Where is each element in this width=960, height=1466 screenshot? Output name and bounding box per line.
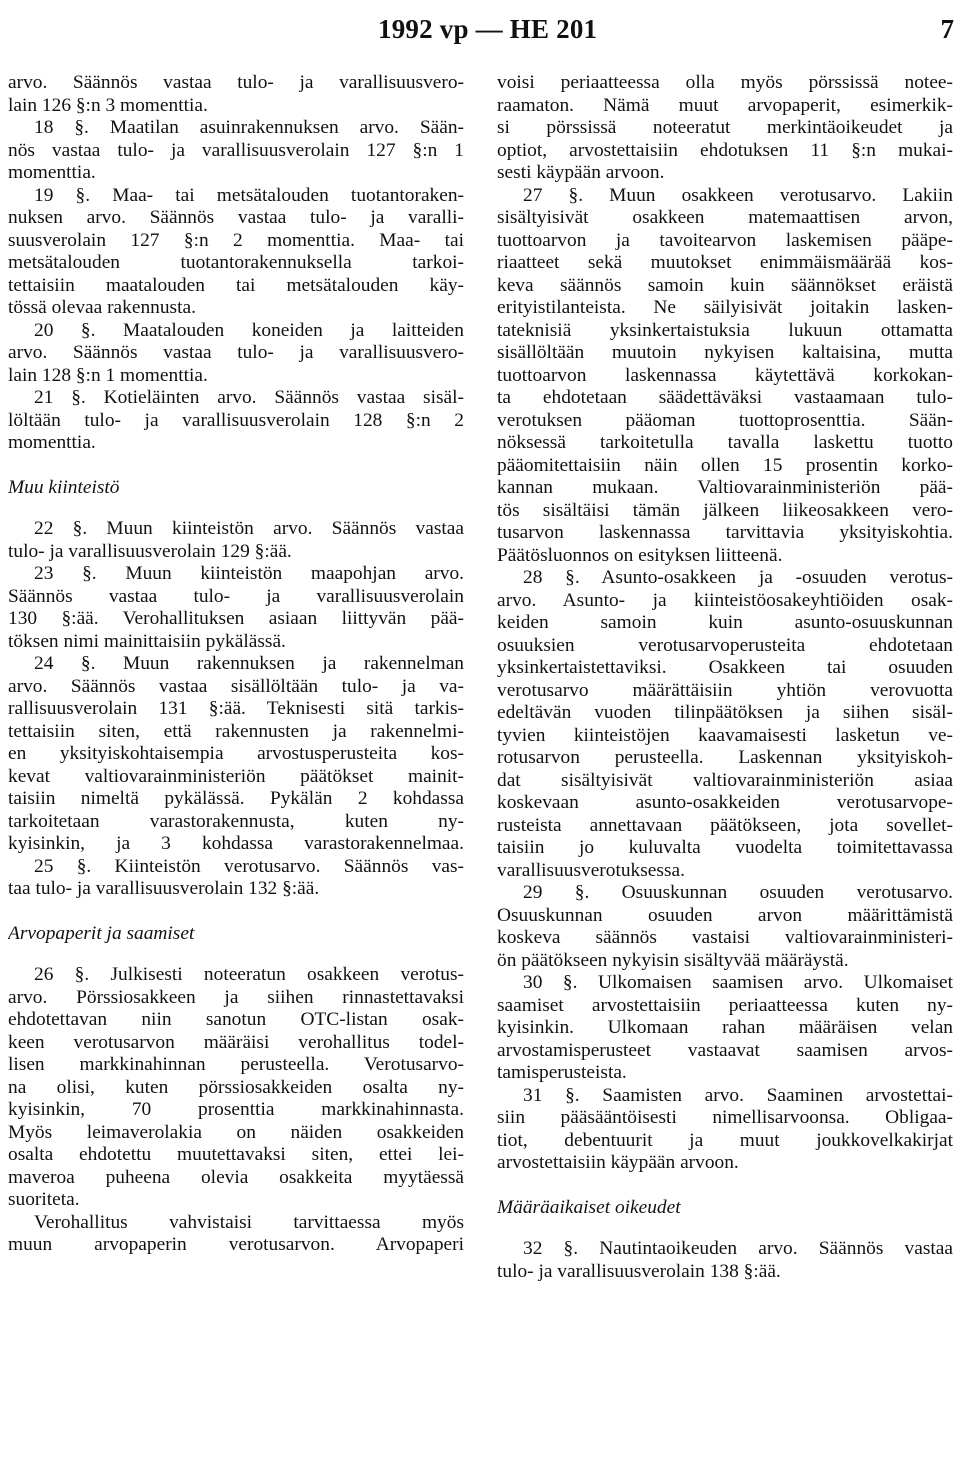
text-line: tettaisiin maatalouden tai metsätalouden käy- [8,274,464,296]
text-line: Verohallitus vahvistaisi tarvittaessa myös [34,1211,464,1233]
text-line: Myös leimaverolakia on näiden osakkeiden [8,1121,464,1143]
text-line: 25 §. Kiinteistön verotusarvo. Säännös vas- [34,855,464,877]
text-line: Päätösluonnos on esityksen liitteenä. [497,544,783,566]
text-line: 23 §. Muun kiinteistön maapohjan arvo. [34,563,464,584]
text-line: nuksen arvo. Säännös vastaa tulo- ja varalli- [8,207,464,228]
text-line: sesti käypään arvoon. [497,162,665,183]
text-line: lain 126 §:n 3 momenttia. [8,94,208,116]
text-line: verotuksen pääoman tuottoprosenttia. Sään- [497,409,953,431]
document-reference: 1992 vp — HE 201 [378,14,598,44]
text-line: edeltävän vuoden tilinpäätöksen ja siihen sisäl- [497,702,953,723]
text-line: tusarvon laskennassa tarvittavia yksityiskohtia. [497,522,953,543]
text-line: yksinkertaistettaviksi. Osakkeen tai osuuden [497,657,953,678]
text-line: keva säännös samoin kuin säännökset eräistä [497,274,953,296]
text-line: ta ehdotetaan säädettäväksi vastaamaan tulo- [497,387,953,408]
text-line: kyisinkin, 70 prosenttia markkinahinnasta. [8,1099,464,1120]
text-line: si pörssissä noteeratut merkintäoikeudet ja [497,117,953,138]
page-header [0,14,960,54]
text-line: arvo. Säännös vastaa sisällöltään tulo- ja va- [8,675,464,697]
text-line: rotusarvon perusteella. Laskennan yksityiskoh- [497,747,953,768]
text-line: tulo- ja varallisuusverolain 138 §:ää. [497,1260,781,1282]
text-line: verotusarvo määrättäisiin yhtiön verovuotta [497,679,953,701]
text-line: töksen nimi mainittaisiin pykälässä. [8,630,286,652]
text-line: 32 §. Nautintaoikeuden arvo. Säännös vastaa [523,1238,953,1259]
text-line: kevat valtiovarainministeriön päätökset mainit- [8,765,464,787]
text-line: 26 §. Julkisesti noteeratun osakkeen verotus- [34,964,464,985]
text-line: koskeva säännös vastaisi valtiovarainministeri- [497,927,953,948]
text-line: Säännös vastaa tulo- ja varallisuusverolain [8,585,464,607]
text-line: maveroa puheena olevia osakkeita myytäessä [8,1166,464,1188]
section-spacer [8,945,464,964]
text-line: ehdotettavan niin sanotun OTC-listan osak- [8,1009,464,1030]
text-line: sisältyisivät osakkeen matemaattisen arvon, [497,207,953,228]
text-line: muun arvopaperin verotusarvon. Arvopaperi [8,1234,464,1255]
text-line: ön päätökseen nykyisin sisältyvää määräystä. [497,949,849,971]
text-line: koskevaan asunto-osakkeiden verotusarvope- [497,792,953,813]
text-line: osuuksien verotusarvoperusteita ehdotetaan [497,634,953,656]
text-line: tateknisiä yksinkertaistuksia lukuun ottamatta [497,319,953,341]
text-line: en yksityiskohtaisempia arvostusperusteita kos- [8,743,464,764]
right-column [497,72,953,1283]
text-line: metsätalouden tuotantorakennuksella tarkoi- [8,252,464,273]
text-line: riaatteet sekä muutokset enimmäismäärää kos- [497,252,953,273]
text-line: saamiset arvostettaisiin periaatteessa kuten ny- [497,994,953,1016]
text-line: arvostamisperusteet vastaavat saamisen arvos- [497,1039,953,1061]
text-line: arvostettaisiin käypään arvoon. [497,1152,739,1173]
section-spacer [8,499,464,518]
text-line: momenttia. [8,432,96,453]
text-line: tulo- ja varallisuusverolain 129 §:ää. [8,540,292,562]
text-line: 18 §. Maatilan asuinrakennuksen arvo. Sään- [34,117,464,138]
text-line: rallisuusverolain 131 §:ää. Teknisesti sitä tarkis- [8,698,464,719]
text-line: keiden samoin kuin asunto-osuuskunnan [497,612,953,633]
text-line: tuottoarvon laskennassa käytettävä korkokan- [497,364,953,386]
text-line: optiot, arvostettaisiin ehdotuksen 11 §:n mukai- [497,139,953,161]
text-line: arvo. Asunto- ja kiinteistöosakeyhtiöiden osak- [497,589,953,611]
text-line: keen verotusarvon määräisi verohallitus todel- [8,1031,464,1053]
text-line: löltään tulo- ja varallisuusverolain 128 §:n 2 [8,409,464,431]
text-line: varallisuusverotuksessa. [497,859,685,881]
section-spacer [497,1219,953,1238]
text-line: tamisperusteista. [497,1062,627,1083]
text-line: 30 §. Ulkomaisen saamisen arvo. Ulkomaiset [523,972,953,993]
text-line: taa tulo- ja varallisuusverolain 132 §:ää. [8,878,320,899]
text-line: voisi periaatteessa olla myös pörssissä notee- [497,72,953,93]
text-line: kannan mukaan. Valtiovarainministeriön pää- [497,477,953,498]
text-line: 19 §. Maa- tai metsätalouden tuotantoraken- [34,184,464,206]
text-line: arvo. Säännös vastaa tulo- ja varallisuusvero- [8,72,464,93]
text-line: momenttia. [8,162,96,183]
text-line: lisen markkinahinnan perusteella. Verotusarvo- [8,1054,464,1075]
text-line: suoriteta. [8,1189,80,1210]
text-line: kyisinkin, ja 3 kohdassa varastorakennelmaa. [8,833,464,854]
text-line: tössä olevaa rakennusta. [8,297,196,318]
text-line: kyisinkin. Ulkomaan rahan määräisen velan [497,1017,953,1038]
text-line: tös sisältäisi tämän jälkeen liikeosakkeen vero- [497,499,953,521]
text-line: tyvien kiinteistöjen kaavamaisesti lasketun ve- [497,724,953,746]
text-line: osalta ehdotettu muutettavaksi siten, ettei lei- [8,1144,464,1165]
section-spacer [497,1175,953,1197]
text-line: taisiin nimeltä pykälässä. Pykälän 2 kohdassa [8,788,464,809]
text-line: arvo. Pörssiosakkeen ja siihen rinnastettavaksi [8,986,464,1008]
text-line: pääomitettaisiin näin ollen 15 prosentin korko- [497,454,953,476]
text-line: 130 §:ää. Verohallituksen asiaan liittyvän pää- [8,608,464,629]
text-line: rusteista annettavaan päätökseen, jota sovellet- [497,814,953,836]
text-line: siin pääsääntöisesti nimellisarvoonsa. Obligaa- [497,1107,953,1128]
text-line: Osuuskunnan osuuden arvon määrittämistä [497,904,953,926]
text-line: sisällöltään muutoin nykyisen kaltaisina, mutta [497,342,953,363]
text-line: tettaisiin siten, että rakennusten ja rakennelmi- [8,720,464,742]
section-heading: Muu kiinteistö [8,476,120,498]
text-line: 29 §. Osuuskunnan osuuden verotusarvo. [523,882,953,903]
section-heading: Arvopaperit ja saamiset [8,922,195,944]
text-line: suusverolain 127 §:n 2 momenttia. Maa- tai [8,229,464,251]
text-line: raamaton. Nämä muut arvopaperit, esimerkik- [497,94,953,116]
section-spacer [8,901,464,923]
text-line: 22 §. Muun kiinteistön arvo. Säännös vastaa [34,518,464,539]
left-column [8,72,464,1257]
text-line: lain 128 §:n 1 momenttia. [8,364,208,386]
text-line: taisiin jo kuluvalta vuodelta toimitettavassa [497,837,953,858]
page-number: 7 [940,14,954,44]
text-line: 27 §. Muun osakkeen verotusarvo. Lakiin [523,184,953,206]
text-line: dat sisältyisivät valtiovarainministeriön asiaa [497,769,953,791]
text-line: 21 §. Kotieläinten arvo. Säännös vastaa sisäl- [34,387,464,408]
text-line: tarkoitetaan varastorakennusta, kuten ny- [8,810,464,832]
text-line: arvo. Säännös vastaa tulo- ja varallisuusvero- [8,342,464,363]
text-line: 28 §. Asunto-osakkeen ja -osuuden verotus- [523,567,953,588]
text-line: na olisi, kuten pörssiosakkeiden osalta ny- [8,1076,464,1098]
text-line: tuottoarvon ja tavoitearvon laskemisen pääpe- [497,229,953,251]
text-line: nöksessä tarkoitetulla tavalla laskettu tuotto [497,432,953,453]
text-line: 31 §. Saamisten arvo. Saaminen arvostettai- [523,1084,953,1106]
text-line: tiot, debentuurit ja muut joukkovelkakirjat [497,1129,953,1151]
text-line: 24 §. Muun rakennuksen ja rakennelman [34,653,464,674]
text-line: nös vastaa tulo- ja varallisuusverolain 127 §:n 1 [8,139,464,161]
section-heading: Määräaikaiset oikeudet [497,1196,681,1218]
text-line: erityistilanteista. Ne säilyisivät joitakin lasken- [497,297,953,318]
text-line: 20 §. Maatalouden koneiden ja laitteiden [34,319,464,341]
section-spacer [8,455,464,477]
